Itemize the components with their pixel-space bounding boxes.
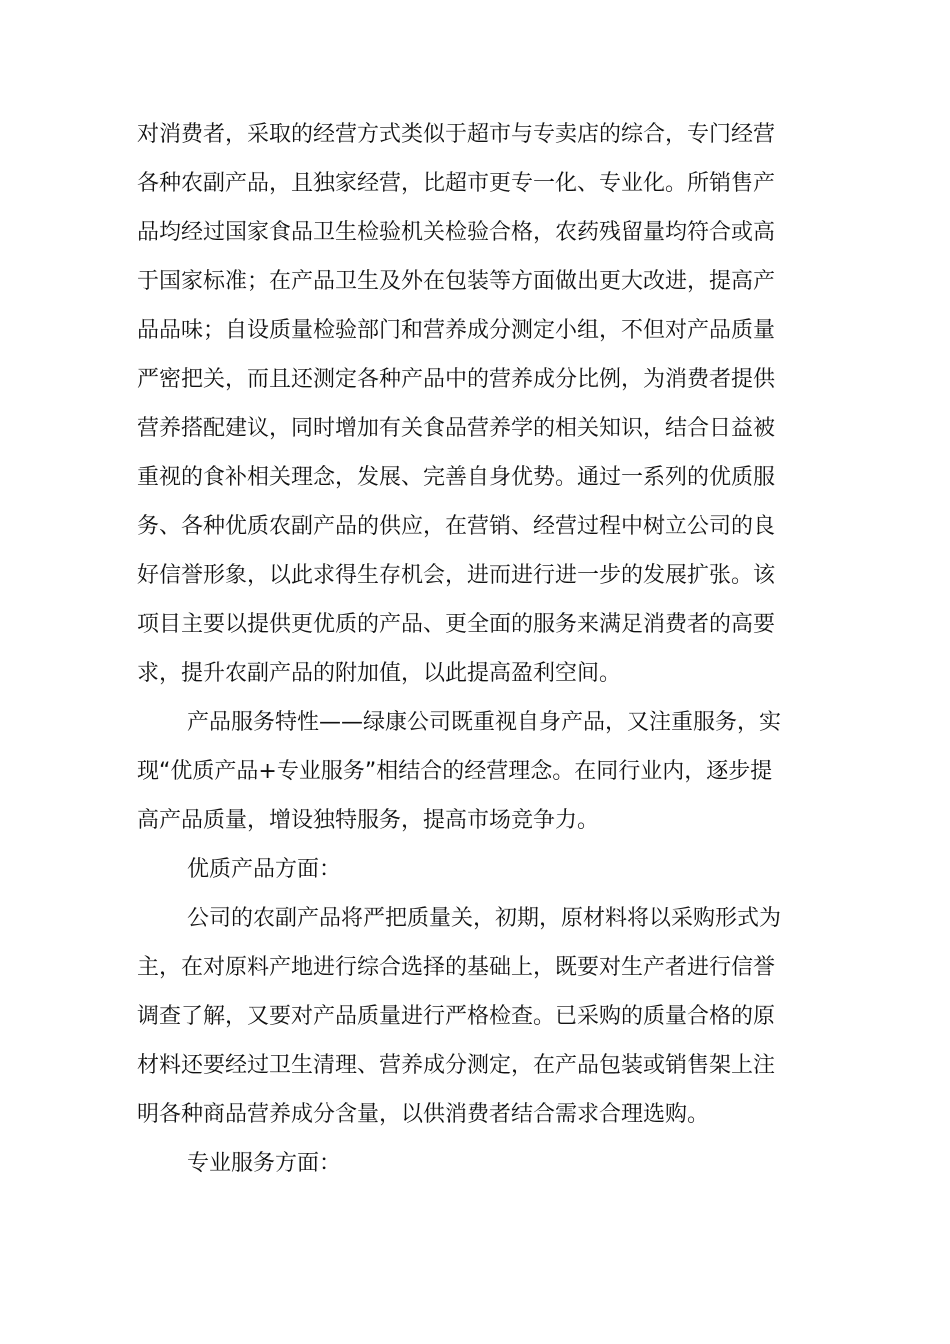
text-line: 于国家标准；在产品卫生及外在包装等方面做出更大改进，提高产 bbox=[137, 269, 776, 294]
text-line: 产品服务特性——绿康公司既重视自身产品，又注重服务，实 bbox=[187, 710, 782, 735]
text-line: 各种农副产品，且独家经营，比超市更专一化、专业化。所销售产 bbox=[137, 171, 776, 196]
text-line: 高产品质量，增设独特服务，提高市场竞争力。 bbox=[137, 808, 600, 833]
text-line: 材料还要经过卫生清理、营养成分测定，在产品包装或销售架上注 bbox=[137, 1053, 776, 1078]
text-line: 公司的农副产品将严把质量关，初期，原材料将以采购形式为 bbox=[187, 906, 782, 931]
text-line: 现“优质产品+专业服务”相结合的经营理念。在同行业内，逐步提 bbox=[137, 759, 773, 784]
text-line: 主，在对原料产地进行综合选择的基础上，既要对生产者进行信誉 bbox=[137, 955, 776, 980]
text-line: 求，提升农副产品的附加值，以此提高盈利空间。 bbox=[137, 661, 622, 686]
text-line: 明各种商品营养成分含量，以供消费者结合需求合理选购。 bbox=[137, 1102, 710, 1127]
text-line: 项目主要以提供更优质的产品、更全面的服务来满足消费者的高要 bbox=[137, 612, 776, 637]
text-line: 务、各种优质农副产品的供应，在营销、经营过程中树立公司的良 bbox=[137, 514, 776, 539]
document-body bbox=[137, 110, 837, 1188]
section-heading: 专业服务方面： bbox=[187, 1151, 342, 1176]
text-line: 严密把关，而且还测定各种产品中的营养成分比例，为消费者提供 bbox=[137, 367, 776, 392]
text-line: 好信誉形象，以此求得生存机会，进而进行进一步的发展扩张。该 bbox=[137, 563, 776, 588]
text-line: 品品味；自设质量检验部门和营养成分测定小组，不但对产品质量 bbox=[137, 318, 776, 343]
section-heading: 优质产品方面： bbox=[187, 857, 342, 882]
text-line: 调查了解，又要对产品质量进行严格检查。已采购的质量合格的原 bbox=[137, 1004, 776, 1029]
text-line: 对消费者，采取的经营方式类似于超市与专卖店的综合，专门经营 bbox=[137, 122, 776, 147]
text-line: 品均经过国家食品卫生检验机关检验合格，农药残留量均符合或高 bbox=[137, 220, 776, 245]
text-line: 营养搭配建议，同时增加有关食品营养学的相关知识，结合日益被 bbox=[137, 416, 776, 441]
text-line: 重视的食补相关理念，发展、完善自身优势。通过一系列的优质服 bbox=[137, 465, 776, 490]
